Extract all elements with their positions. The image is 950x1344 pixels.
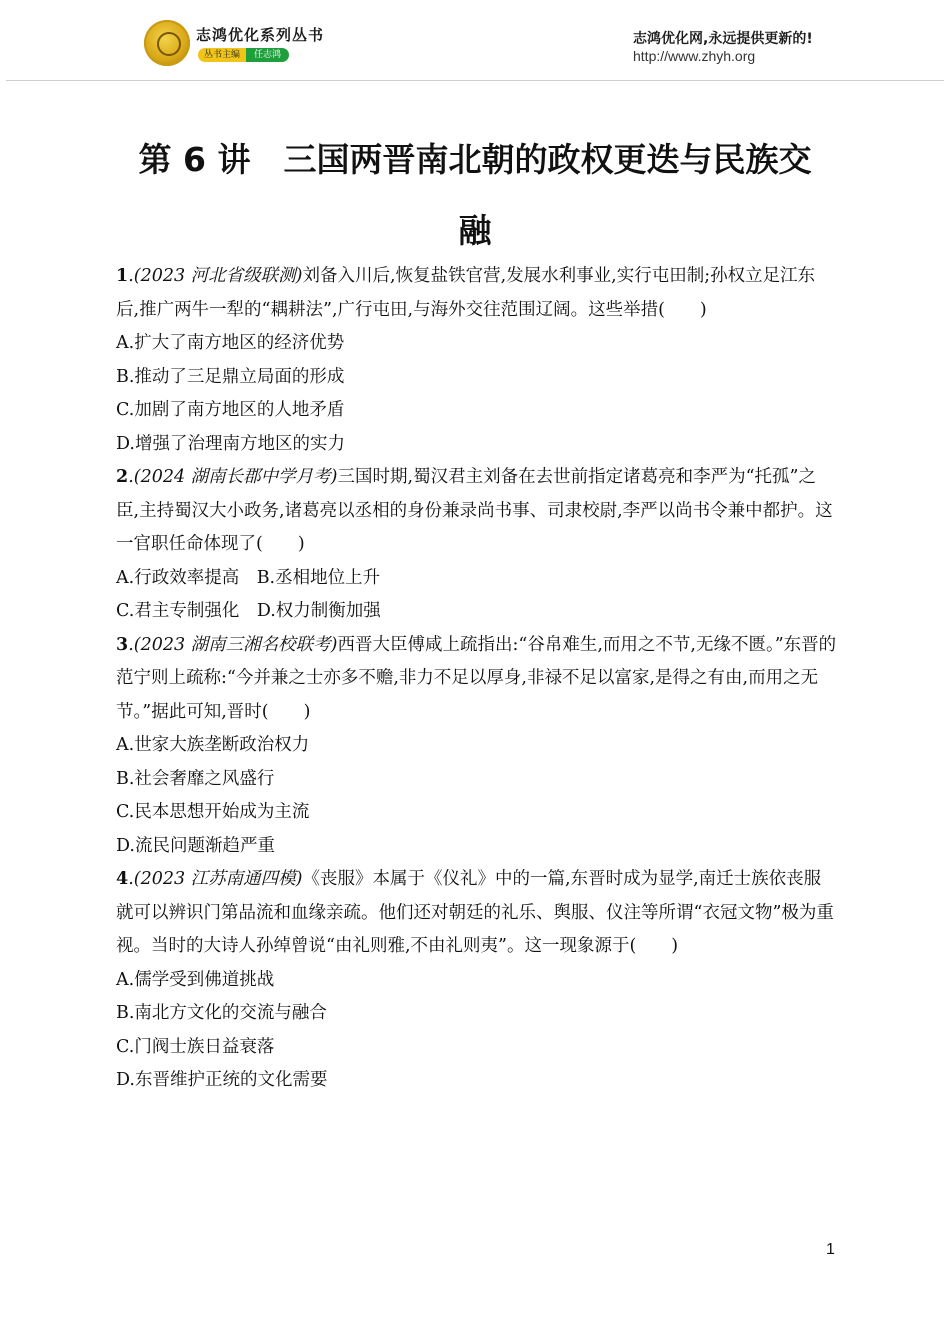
- option-c[interactable]: C.门阀士族日益衰落: [116, 1036, 275, 1057]
- question-text: 三国时期,蜀汉君主刘备在去世前指定诸葛亮和李严为“托孤”之臣,主持蜀汉大小政务,诸葛亮以丞相的身份兼录尚书事、司隶校尉,李严以尚书令兼中都护。这一官职任命体现了( ): [116, 467, 833, 554]
- question-source: .(2023 江苏南通四模): [128, 869, 303, 889]
- editor-badge-name: 任志鸿: [246, 48, 289, 62]
- page-title-line-1: 第 6 讲 三国两晋南北朝的政权更迭与民族交: [138, 140, 812, 179]
- question-1: [116, 260, 838, 461]
- question-text: 西晋大臣傅咸上疏指出:“谷帛难生,而用之不节,无缘不匮。”东晋的范宁则上疏称:“今并兼之士亦多不赡,非力不足以厚身,非禄不足以富家,是得之有由,而用之无节。”据此可知,晋时( ): [116, 634, 837, 722]
- question-4: [116, 863, 838, 1098]
- site-url-link[interactable]: http://www.zhyh.org: [633, 48, 756, 64]
- option-c[interactable]: C.加剧了南方地区的人地矛盾: [116, 400, 345, 420]
- options-c-d[interactable]: C.君主专制强化 D.权力制衡加强: [116, 601, 381, 621]
- question-list: [116, 260, 838, 1098]
- option-d[interactable]: D.增强了治理南方地区的实力: [116, 433, 345, 454]
- question-text: 刘备入川后,恢复盐铁官营,发展水利事业,实行屯田制;孙权立足江东后,推广两牛一犁的“耦耕法”,广行屯田,与海外交往范围辽阔。这些举措( ): [116, 266, 816, 320]
- option-d[interactable]: D.流民问题渐趋严重: [116, 835, 275, 856]
- question-stem: [116, 863, 838, 964]
- question-number: 3: [116, 634, 129, 655]
- option-b[interactable]: B.南北方文化的交流与融合: [116, 1003, 327, 1023]
- question-stem: [116, 461, 838, 562]
- option-a[interactable]: A.扩大了南方地区的经济优势: [116, 333, 345, 353]
- question-3: [116, 629, 838, 864]
- question-source: .(2023 湖南三湘名校联考): [128, 634, 338, 655]
- header-divider: [6, 80, 944, 81]
- question-number: 1: [116, 266, 129, 286]
- question-stem: [116, 260, 838, 327]
- editor-badge: [198, 48, 289, 62]
- editor-badge-label: 丛书主编: [198, 48, 246, 62]
- option-b[interactable]: B.社会奢靡之风盛行: [116, 768, 275, 789]
- options-a-b[interactable]: A.行政效率提高 B.丞相地位上升: [116, 567, 381, 588]
- question-source: .(2023 河北省级联测): [128, 266, 303, 286]
- question-stem: [116, 629, 838, 730]
- option-a[interactable]: A.世家大族垄断政治权力: [116, 735, 310, 755]
- publisher-emblem-icon: [144, 20, 190, 66]
- option-c[interactable]: C.民本思想开始成为主流: [116, 802, 310, 822]
- page-number: 1: [826, 1241, 835, 1258]
- option-b[interactable]: B.推动了三足鼎立局面的形成: [116, 366, 345, 387]
- page-header: [0, 0, 950, 84]
- question-source: .(2024 湖南长郡中学月考): [128, 467, 338, 487]
- question-text: 《丧服》本属于《仪礼》中的一篇,东晋时成为显学,南迁士族依丧服就可以辨识门第品流和血缘亲疏。他们还对朝廷的礼乐、舆服、仪注等所谓“衣冠文物”极为重视。当时的大诗人孙绰曾说“由礼则雅,不由礼则夷”。这一现象源于( ): [116, 869, 834, 956]
- question-number: 2: [116, 467, 129, 487]
- option-d[interactable]: D.东晋维护正统的文化需要: [116, 1070, 328, 1090]
- series-title: 志鸿优化系列丛书: [196, 26, 325, 44]
- question-2: [116, 461, 838, 629]
- site-slogan: 志鸿优化网,永远提供更新的!: [633, 31, 813, 47]
- page-title-line-2: 融: [458, 211, 492, 250]
- option-a[interactable]: A.儒学受到佛道挑战: [116, 969, 275, 990]
- question-number: 4: [116, 869, 129, 889]
